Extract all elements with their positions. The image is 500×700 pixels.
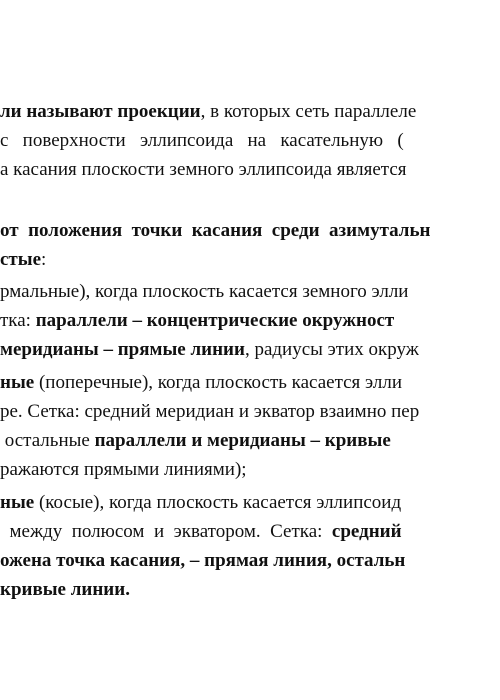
normal-meridians-bold: меридианы – прямые линии: [0, 339, 245, 360]
transverse-line-4-text: ражаются прямыми линиями);: [0, 459, 247, 480]
oblique-line-4-bold: кривые линии.: [0, 579, 130, 600]
classification-colon: :: [41, 249, 47, 270]
normal-parallels-bold: параллели – концентрические окружност: [35, 310, 395, 331]
intro-line-2: [0, 128, 404, 154]
transverse-line-1: [0, 370, 402, 396]
transverse-line-3: [0, 428, 391, 454]
intro-line-1: [0, 99, 416, 125]
oblique-line-2-text: между полюсом и экватором. Сетка:: [0, 521, 332, 542]
transverse-line-2: [0, 399, 419, 425]
oblique-line-2: [0, 519, 402, 545]
intro-line-2-text: с поверхности эллипсоида на касательную (: [0, 130, 404, 151]
normal-line-3: [0, 337, 419, 363]
classification-line-1: [0, 218, 430, 244]
intro-line-3: [0, 157, 407, 183]
transverse-line-2-text: ре. Сетка: средний меридиан и экватор взаимно пер: [0, 401, 420, 422]
oblique-line-1-text: (косые), когда плоскость касается эллипсоид: [34, 492, 402, 513]
oblique-term-bold: ные: [0, 492, 35, 513]
intro-line-1-text: , в которых сеть параллеле: [200, 101, 417, 122]
normal-line-1: [0, 279, 408, 305]
intro-line-3-text: а касания плоскости земного эллипсоида является: [0, 159, 407, 180]
oblique-line-4: [0, 577, 130, 603]
normal-line-3-text: , радиусы этих окруж: [244, 339, 419, 360]
oblique-line-3: [0, 548, 405, 574]
oblique-middle-bold: средний: [331, 521, 402, 542]
transverse-line-1-text: (поперечные), когда плоскость касается элли: [34, 372, 402, 393]
normal-line-1-text: рмальные), когда плоскость касается земного элли: [0, 281, 409, 302]
classification-heading: от положения точки касания среди азимутальн: [0, 220, 431, 241]
transverse-curves-bold: параллели и меридианы – кривые: [94, 430, 391, 451]
classification-heading-end: стые: [0, 249, 42, 270]
transverse-rest-label: остальные: [0, 430, 95, 451]
transverse-line-4: [0, 457, 247, 483]
oblique-line-3-bold: ожена точка касания, – прямая линия, остальн: [0, 550, 406, 571]
intro-term-bold: ли называют проекции: [0, 101, 201, 122]
classification-line-2: [0, 247, 46, 273]
normal-grid-label: тка:: [0, 310, 36, 331]
transverse-term-bold: ные: [0, 372, 35, 393]
normal-line-2: [0, 308, 394, 334]
oblique-line-1: [0, 490, 401, 516]
